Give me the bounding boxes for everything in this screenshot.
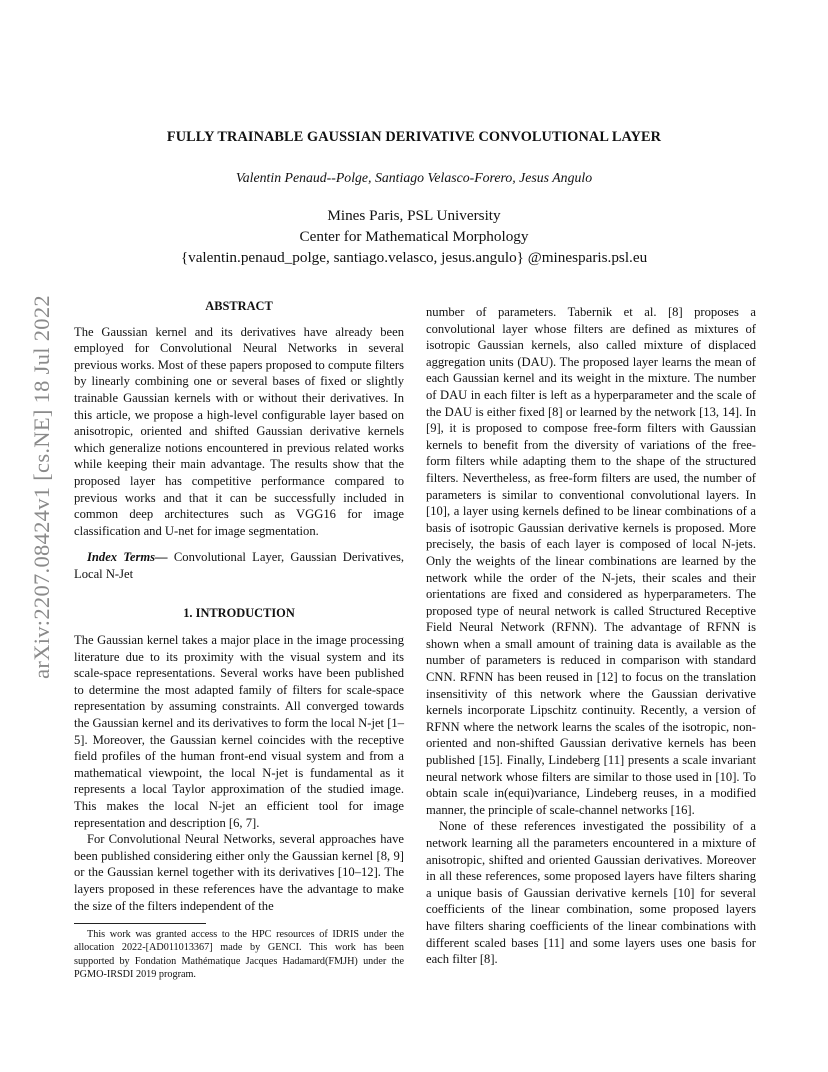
affiliation-line: Mines Paris, PSL University bbox=[327, 207, 501, 224]
intro-paragraph-2: For Convolutional Neural Networks, several approaches have been published considering either only the Gaussian kernel [8, 9] or the Gaussian kernel together with its derivatives [10–12]. The layers proposed in these references have the advantage to make the size of the filters independent of the bbox=[74, 832, 404, 913]
index-terms-text: Convolutional Layer, Gaussian Derivatives, Local N-Jet bbox=[74, 550, 404, 581]
index-terms bbox=[74, 549, 404, 582]
left-column bbox=[74, 298, 404, 914]
funding-footnote: This work was granted access to the HPC resources of IDRIS under the allocation 2022-[AD011013367] made by GENCI. This work has been supported by Fondation Mathématique Jacques Hadamard(FMJH) under the PGMO-IRSDI 2019 program. bbox=[74, 929, 404, 981]
paper-title: FULLY TRAINABLE GAUSSIAN DERIVATIVE CONVOLUTIONAL LAYER bbox=[166, 129, 662, 145]
author-emails: {valentin.penaud_polge, santiago.velasco, jesus.angulo} @minesparis.psl.eu bbox=[180, 249, 648, 266]
arxiv-side-stamp bbox=[27, 296, 57, 678]
intro-paragraph-3: None of these references investigated the possibility of a network learning all the parameters encountered in a mixture of anisotropic, shifted and oriented Gaussian derivatives. Moreover in all these references, some proposed layers have filters sharing a unique basis of Gaussian derivative kernels [10] for several coefficients of the linear combination, some proposed layers have filters sharing coefficients of the linear combinations with different scaled bases [11] and some layers uses one basis for each filter [8]. bbox=[426, 819, 756, 967]
author-list: Valentin Penaud--Polge, Santiago Velasco-Forero, Jesus Angulo bbox=[235, 170, 593, 185]
abstract-text: The Gaussian kernel and its derivatives have already been employed for Convolutional Neural Networks in several previous works. Most of these papers proposed to compute filters by linearly combining one or several bases of fixed or slightly trainable Gaussian kernels with or without their derivatives. In this article, we propose a high-level configurable layer based on anisotropic, oriented and shifted Gaussian derivative kernels which generalize notions encountered in previous related works while keeping their main advantage. The results show that the proposed layer has competitive performance compared to previous works and that it can be successfully included in common deep architectures such as VGG16 for image classification and U-net for image segmentation. bbox=[74, 324, 404, 538]
intro-paragraph-2-continued: number of parameters. Tabernik et al. [8] proposes a convolutional layer whose filters are defined as mixtures of isotropic Gaussian kernels, also called mixture of displaced aggregation units (DAU). The proposed layer learns the mean of each Gaussian kernel and its weight in the mixture. The number of DAU in each filter is left as a hyperparameter and the scale of the DAU is either fixed [8] or learned by the network [13, 14]. In [9], it is proposed to compose free-form filters with Gaussian kernels to benefit from the diversity of variations of the free-form filters while adapting them to the shape of the structured filters. Nevertheless, as free-form filters are used, the number of parameters is similar to conventional convolutional layers. In [10], a layer using kernels defined to be linear combinations of a basis of isotropic Gaussian derivative kernels is proposed. More precisely, the basis of each layer is composed of local N-jets. Only the weights of the linear combinations are learned by the network while the order of the N-jets, their scales and their orientations are fixed and considered as hyperparameters. The proposed type of neural network is called Structured Receptive Field Neural Network (RFNN). The advantage of RFNN is shown when a small amount of training data is available as the number of parameters is reduced in comparison with standard CNN. RFNN has been reused in [12] to focus on the translation insensitivity of this network where the Gaussian derivative kernels incorporate Lipschitz continuity. Recently, a version of RFNN where the network learns the scales of the isotropic, non-oriented and non-shifted Gaussian derivative kernels has been published [15]. Finally, Lindeberg [11] presents a scale invariant neural network whose filters are similar to those used in [10]. To obtain scale in(equi)variance, Lindeberg reuses, in a modified manner, the principle of scale-channel networks [16]. bbox=[426, 305, 756, 817]
index-terms-label: Index Terms— bbox=[87, 550, 168, 565]
right-column bbox=[426, 304, 756, 968]
abstract-heading: ABSTRACT bbox=[205, 299, 273, 313]
affiliation-line: Center for Mathematical Morphology bbox=[299, 228, 529, 245]
intro-paragraph-1: The Gaussian kernel takes a major place in the image processing literature due to its proximity with the visual system and its scale-space representations. Several works have been published to determine the most adapted family of filters for scale-space representation by assuming constraints. All converged towards the Gaussian kernel and its derivatives to form the local N-jet [1–5]. Moreover, the Gaussian kernel coincides with the receptive field profiles of the human front-end visual system and from a mathematical viewpoint, the local N-jet is fundamental as it represents a local Taylor approximation of the studied image. This makes the local N-jet an efficient tool for image representation and description [6, 7]. bbox=[74, 633, 404, 830]
footnote-divider bbox=[74, 923, 206, 924]
introduction-heading: 1. INTRODUCTION bbox=[183, 605, 295, 620]
affiliation-block bbox=[0, 205, 828, 268]
arxiv-identifier: arXiv:2207.08424v1 [cs.NE] 18 Jul 2022 bbox=[29, 295, 55, 679]
